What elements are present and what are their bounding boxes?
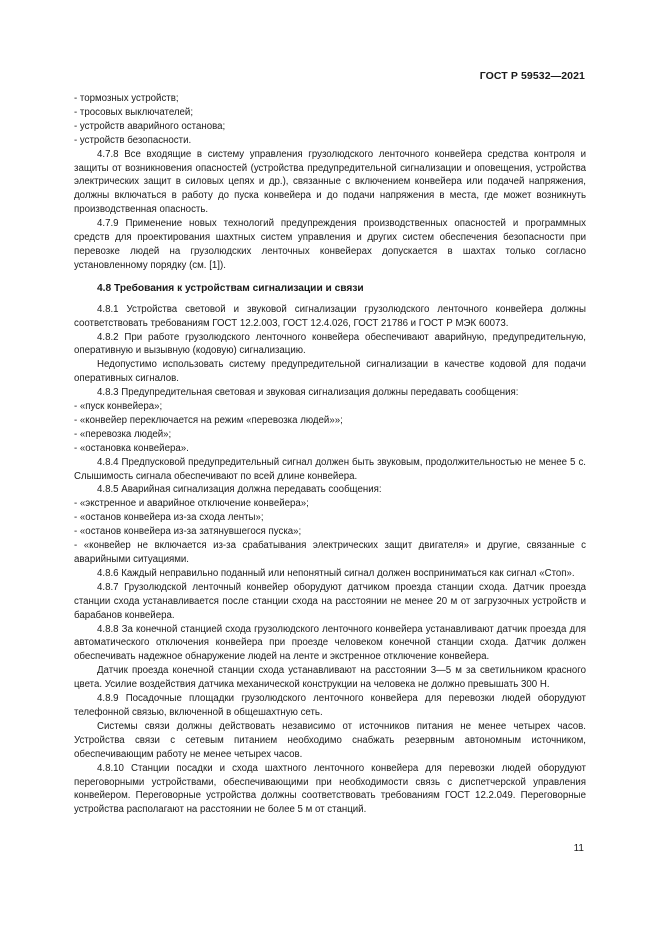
paragraph-4-7-9: 4.7.9 Применение новых технологий предупреждения производственных опасностей и программных средств для проектирования шахтных систем управления и других систем обеспечения безопасности при перевозке людей на грузолюдских ленточных конвейерах допускается в шахтах только согласно установленному порядку (см. [1]). (74, 218, 586, 271)
section-heading-4-8: 4.8 Требования к устройствам сигнализации и связи (97, 282, 364, 294)
list-item: - «конвейер переключается на режим «перевозка людей»»; (74, 414, 343, 426)
document-body (74, 92, 586, 817)
paragraph-4-8-6: 4.8.6 Каждый неправильно поданный или непонятный сигнал должен восприниматься как сигнал «Стоп». (97, 567, 575, 579)
paragraph-4-8-8: 4.8.8 За конечной станцией схода грузолюдского ленточного конвейера устанавливают датчик проезда для автоматического отключения конвейера при проезде человеком конечной станции схода. Датчик должен обеспечивать надежное обнаружение людей на ленте и экстренное отключение конвейера. (74, 623, 586, 663)
list-item: - устройств безопасности. (74, 134, 192, 146)
page-number: 11 (573, 843, 584, 854)
paragraph-4-8-2-note: Недопустимо использовать систему предупредительной сигнализации в качестве кодовой для подачи оперативных сигналов. (74, 359, 586, 385)
paragraph-4-8-1: 4.8.1 Устройства световой и звуковой сигнализации грузолюдского ленточного конвейера должны соответствовать требованиям ГОСТ 12.2.003, ГОСТ 12.4.026, ГОСТ 21786 и ГОСТ Р МЭК 60073. (74, 303, 586, 329)
list-item: - «перевозка людей»; (74, 428, 172, 440)
list-item: - «останов конвейера из-за затянувшегося пуска»; (74, 526, 302, 538)
paragraph-4-8-10: 4.8.10 Станции посадки и схода шахтного ленточного конвейера для перевозки людей оборудуют переговорными устройствами, обеспечивающими при необходимости связь с диспетчерской управления конвейером. Переговорные устройства должны соответствовать требованиям ГОСТ 12.2.049. Переговорные устройства располагают на расстоянии не более 5 м от станций. (74, 762, 586, 816)
list-item: - «пуск конвейера»; (74, 401, 163, 413)
list-item: - тросовых выключателей; (74, 106, 194, 118)
paragraph-4-8-9: 4.8.9 Посадочные площадки грузолюдского ленточного конвейера для перевозки людей оборудуют телефонной связью, включенной в общешахтную сеть. (74, 693, 586, 718)
standard-code: ГОСТ Р 59532—2021 (479, 70, 585, 82)
list-item: - устройств аварийного останова; (74, 120, 226, 132)
paragraph-4-7-8: 4.7.8 Все входящие в систему управления грузолюдского ленточного конвейера средства контроля и защиты от возникновения опасностей (устройства предупредительной сигнализации и оповещения, устройства электрических защит в силовых цепях и др.), связанные с включением конвейера или подачей напряжения, должны включаться в работу до пуска конвейера и до подачи напряжения в места, где может возникнуть производственная опасность. (74, 148, 586, 216)
list-item: - тормозных устройств; (74, 93, 179, 104)
list-item: - «остановка конвейера». (74, 442, 189, 454)
paragraph-4-8-8-note: Датчик проезда конечной станции схода устанавливают на расстоянии 3—5 м за светильником красного цвета. Усилие воздействия датчика механической конструкции на человека не должно превышать 300 Н. (74, 665, 586, 691)
list-item: - «останов конвейера из-за схода ленты»; (74, 512, 264, 524)
paragraph-4-8-2: 4.8.2 При работе грузолюдского ленточного конвейера обеспечивают аварийную, предупредительную, оперативную и вызывную (кодовую) сигнализацию. (74, 331, 586, 357)
paragraph-4-8-9-note: Системы связи должны действовать независимо от источников питания не менее четырех часов. Устройства связи с сетевым питанием необходимо снабжать резервным автономным источником, обеспечивающим работу не менее четырех часов. (74, 720, 586, 760)
paragraph-4-8-4: 4.8.4 Предпусковой предупредительный сигнал должен быть звуковым, продолжительностью не менее 5 с. Слышимость сигнала обеспечивают по всей длине конвейера. (74, 456, 586, 482)
list-item: - «экстренное и аварийное отключение конвейера»; (74, 498, 309, 510)
paragraph-4-8-3: 4.8.3 Предупредительная световая и звуковая сигнализация должны передавать сообщения: (97, 387, 519, 399)
list-item: - «конвейер не включается из-за срабатывания электрических защит двигателя» и другие, связанные с аварийными ситуациями. (74, 540, 586, 565)
paragraph-4-8-7: 4.8.7 Грузолюдской ленточный конвейер оборудуют датчиком проезда станции схода. Датчик проезда станции схода устанавливается после станции схода на расстоянии не менее 20 м от загрузочных устройств и барабанов конвейера. (74, 581, 586, 621)
paragraph-4-8-5: 4.8.5 Аварийная сигнализация должна передавать сообщения: (97, 484, 382, 496)
